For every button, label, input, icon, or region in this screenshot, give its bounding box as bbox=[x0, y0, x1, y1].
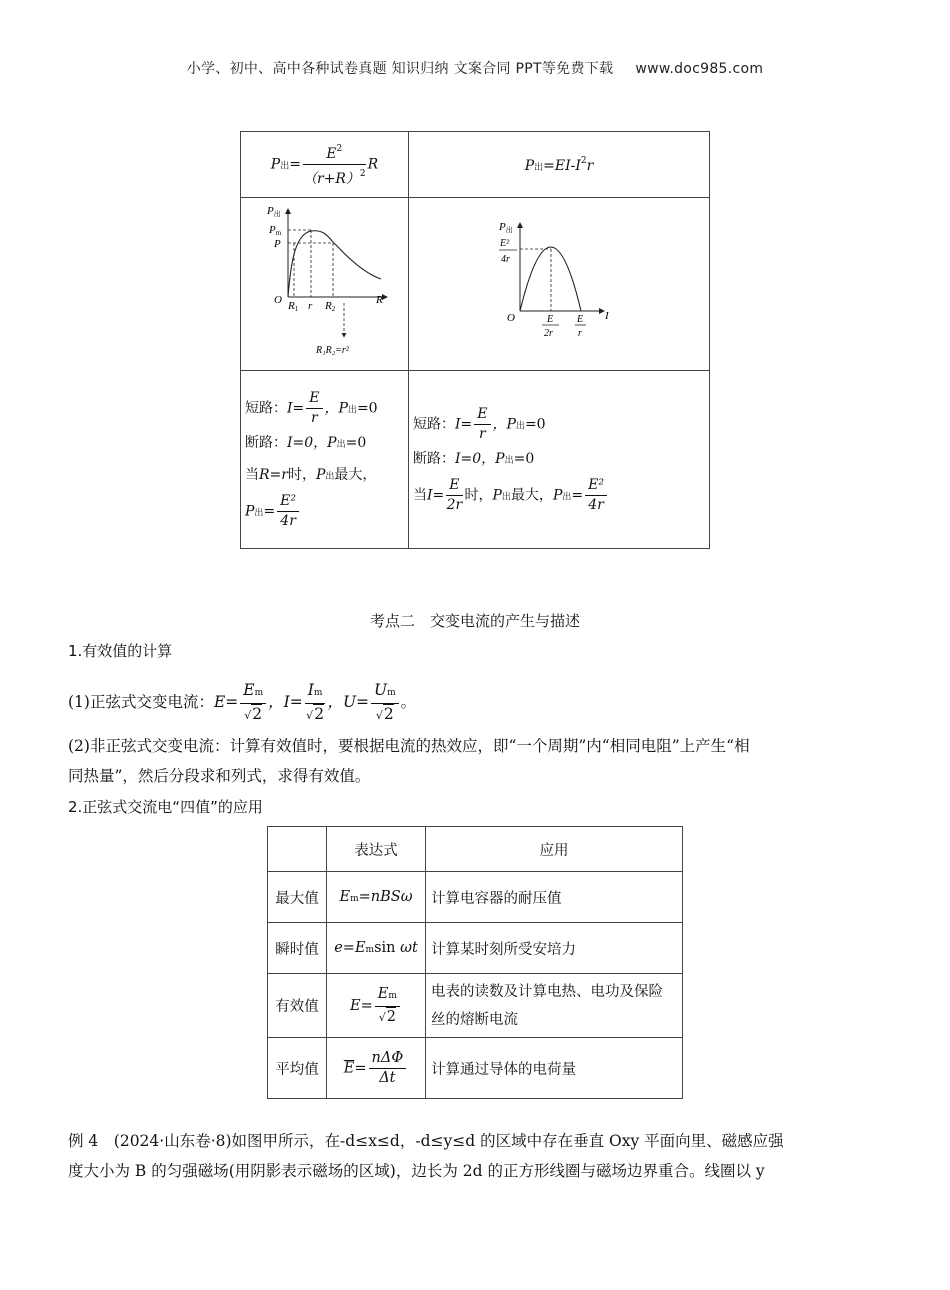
graph-cell-left bbox=[241, 198, 409, 371]
y-axis-label: P出 bbox=[267, 205, 281, 218]
power-formula-fraction: $\frac{E^2}{(r+R)^2}$ bbox=[303, 140, 366, 189]
pm-label: Pm bbox=[269, 224, 282, 237]
four-values-table bbox=[267, 826, 683, 1099]
r-label: r bbox=[308, 300, 313, 312]
header-url[interactable]: www.doc985.com bbox=[635, 61, 764, 77]
sinusoidal-effective-formula: (1)正弦式交变电流：E= $\frac{Em}{√2}$ ，I= $\frac{Im}{√2}$ ，U= $\frac{Um}{√2}$ 。 bbox=[68, 681, 417, 723]
power-output-table bbox=[240, 131, 710, 549]
r1r2-note: R₁R₂=r² bbox=[316, 345, 349, 356]
svg-text:r: r bbox=[578, 328, 582, 339]
graph-cell-right bbox=[409, 198, 710, 371]
table-row: 有效值 E= $\frac{Em}{√2}$ 电表的读数及计算电热、电功及保险丝的熔断电流 bbox=[268, 974, 683, 1038]
power-curve bbox=[288, 231, 381, 297]
table-header-empty bbox=[268, 827, 327, 872]
table-row: 平均值 $\overline{E}=$ $\frac{\text{nΔΦ}}{\Delta t}$ 计算通过导体的电荷量 bbox=[268, 1038, 683, 1099]
notes-cell-left: 短路：I= $\frac{E}{r}$ ，P出=0 断路：I=0，P出=0 当R=r时，P出最大， P出= $\frac{\text{E²}}{4r}$ bbox=[241, 371, 409, 549]
example-4-paragraph: 例 4 (2024·山东卷·8)如图甲所示，在-d≤x≤d，-d≤y≤d 的区域中存在垂直 Oxy 平面向里、磁感应强 度大小为 B 的匀强磁场(用阴影表示磁场的区域)，边长为 2d 的正方形线圈与磁场边界重合。线圈以 y bbox=[68, 1132, 784, 1180]
svg-text:P出: P出 bbox=[499, 221, 513, 234]
p-label: P bbox=[274, 238, 281, 250]
page-header bbox=[0, 58, 950, 78]
table-header-application: 应用 bbox=[426, 827, 683, 872]
power-vs-resistance-graph bbox=[241, 199, 408, 369]
origin-label: O bbox=[274, 294, 282, 306]
r2-label: R2 bbox=[325, 300, 336, 313]
table-row: 瞬时值 e=Emsin ωt 计算某时刻所受安培力 bbox=[268, 923, 683, 974]
heading-effective-value: 1.有效值的计算 bbox=[68, 642, 173, 660]
notes-cell-right: 短路：I= $\frac{E}{r}$ ，P出=0 断路：I=0，P出=0 当I= $\frac{E}{2r}$ 时，P出最大，P出= $\frac{\text{E²}}{4r}$ bbox=[409, 371, 710, 549]
svg-text:E: E bbox=[547, 314, 554, 325]
x-axis-label: R bbox=[376, 294, 383, 306]
svg-text:E: E bbox=[577, 314, 584, 325]
svg-text:O: O bbox=[507, 312, 515, 324]
heading-four-values: 2.正弦式交流电“四值”的应用 bbox=[68, 798, 263, 816]
svg-text:2r: 2r bbox=[544, 328, 553, 339]
power-vs-current-graph bbox=[409, 199, 709, 369]
svg-text:4r: 4r bbox=[501, 254, 510, 265]
header-text: 小学、初中、高中各种试卷真题 知识归纳 文案合同 PPT等免费下载 bbox=[186, 61, 614, 77]
svg-text:I: I bbox=[605, 310, 609, 322]
table-header-expression: 表达式 bbox=[327, 827, 426, 872]
non-sinusoidal-paragraph: (2)非正弦式交变电流：计算有效值时，要根据电流的热效应，即“一个周期”内“相同电阻”上产生“相 同热量”，然后分段求和列式，求得有效值。 bbox=[68, 737, 750, 785]
formula-cell-right: P出$=EI-I^2r$ bbox=[409, 132, 710, 198]
parabola-curve bbox=[520, 247, 581, 311]
r1-label: R1 bbox=[288, 300, 299, 313]
svg-text:E²: E² bbox=[500, 238, 510, 249]
section-title: 考点二 交变电流的产生与描述 bbox=[369, 612, 580, 630]
formula-cell-left: P出= $\frac{E^2}{(r+R)^2}$ R bbox=[241, 132, 409, 198]
table-row: 最大值 Em=nBSω 计算电容器的耐压值 bbox=[268, 872, 683, 923]
